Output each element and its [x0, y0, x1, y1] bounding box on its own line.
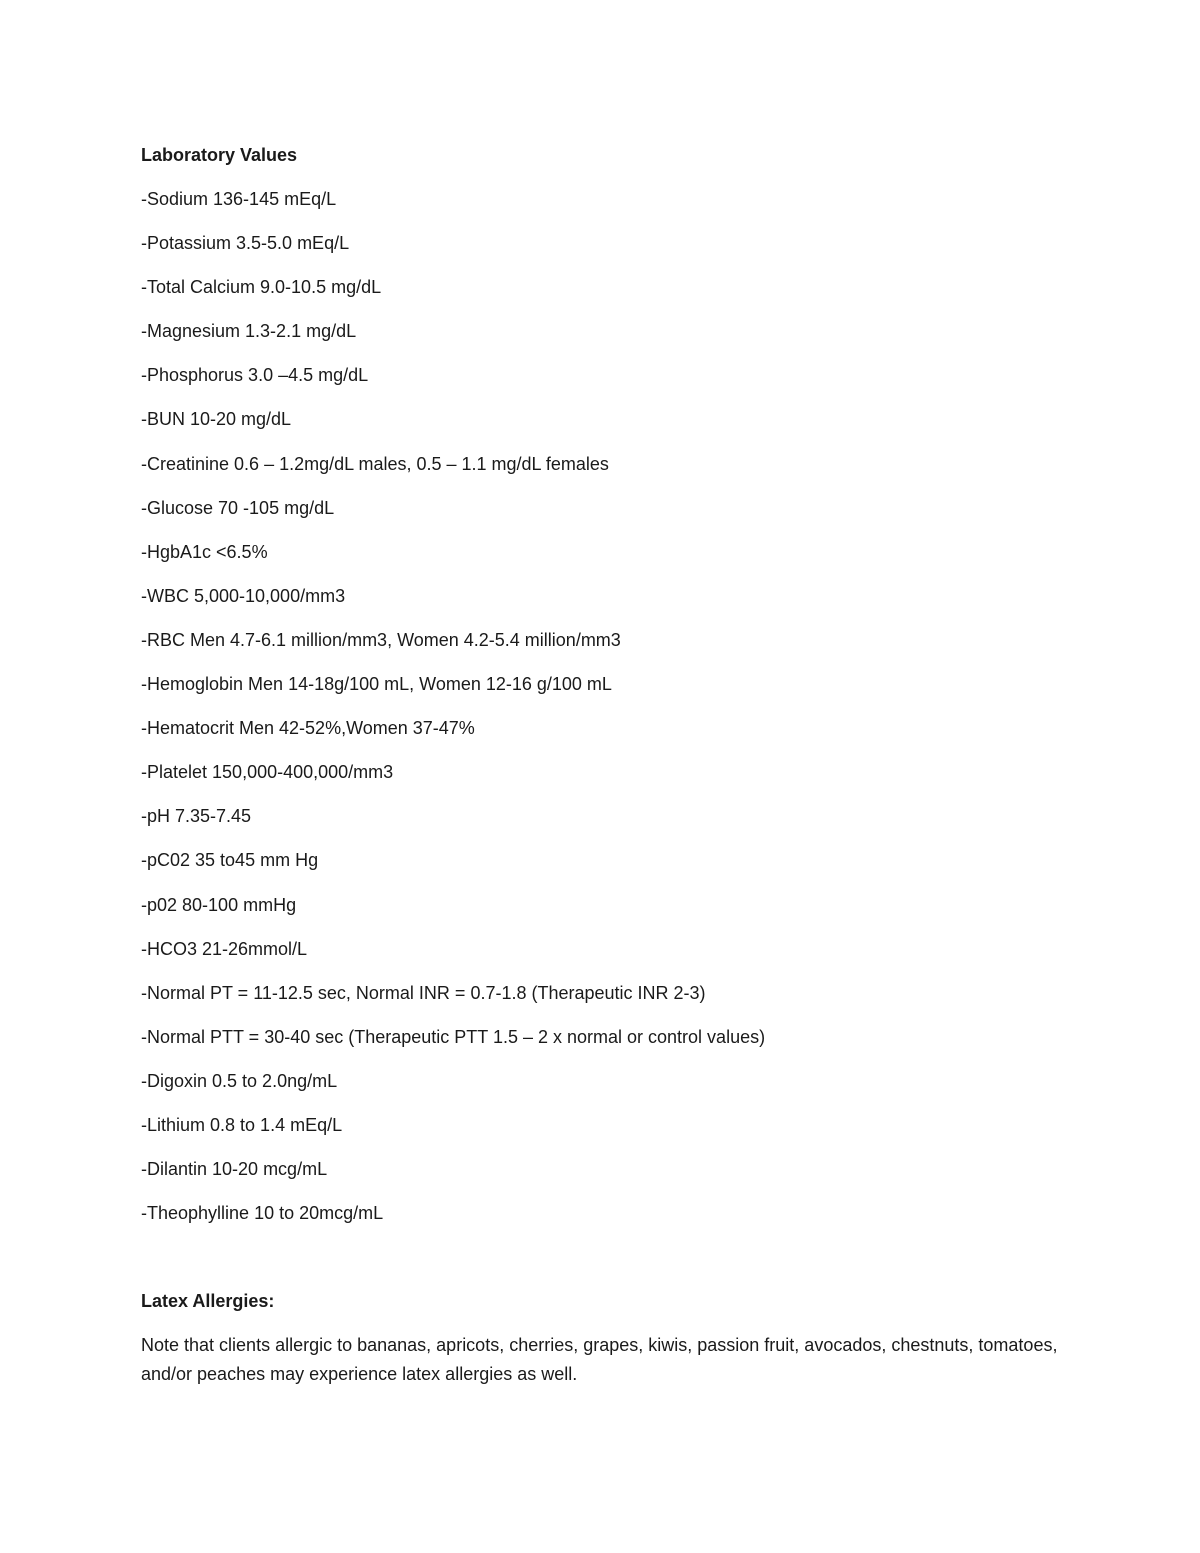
lab-value-item: -WBC 5,000-10,000/mm3: [141, 585, 346, 606]
lab-values-list: [141, 185, 1071, 1227]
lab-value-item: -Sodium 136-145 mEq/L: [141, 189, 337, 209]
lab-value-item: -Glucose 70 -105 mg/dL: [141, 497, 335, 518]
lab-value-item: -Potassium 3.5-5.0 mEq/L: [141, 233, 350, 254]
lab-value-item: -RBC Men 4.7-6.1 million/mm3, Women 4.2-5.4 million/mm3: [141, 629, 621, 650]
lab-value-item: -Normal PTT = 30-40 sec (Therapeutic PTT 1.5 – 2 x normal or control values): [141, 1026, 766, 1047]
lab-value-item: -Digoxin 0.5 to 2.0ng/mL: [141, 1070, 338, 1091]
lab-value-item: -HgbA1c <6.5%: [141, 541, 268, 562]
section-spacer: [141, 1243, 1071, 1287]
lab-values-heading: Laboratory Values: [141, 145, 298, 165]
lab-value-item: -Phosphorus 3.0 –4.5 mg/dL: [141, 365, 369, 386]
lab-value-item: -pC02 35 to45 mm Hg: [141, 850, 319, 871]
lab-value-item: -Magnesium 1.3-2.1 mg/dL: [141, 321, 357, 342]
lab-value-item: -Hemoglobin Men 14-18g/100 mL, Women 12-16 g/100 mL: [141, 674, 612, 695]
lab-value-item: -pH 7.35-7.45: [141, 806, 252, 827]
latex-allergies-heading: Latex Allergies:: [141, 1291, 275, 1312]
lab-value-item: -p02 80-100 mmHg: [141, 894, 297, 915]
lab-value-item: -Platelet 150,000-400,000/mm3: [141, 762, 394, 783]
lab-value-item: -Normal PT = 11-12.5 sec, Normal INR = 0.7-1.8 (Therapeutic INR 2-3): [141, 982, 706, 1003]
lab-value-item: -Hematocrit Men 42-52%,Women 37-47%: [141, 718, 475, 739]
lab-value-item: -BUN 10-20 mg/dL: [141, 409, 292, 430]
lab-value-item: -Dilantin 10-20 mcg/mL: [141, 1159, 328, 1180]
latex-allergies-note: Note that clients allergic to bananas, apricots, cherries, grapes, kiwis, passion fruit, avocados, chestnuts, tomatoes, and/or peaches may experience latex allergies as well.: [141, 1335, 1058, 1385]
lab-value-item: -HCO3 21-26mmol/L: [141, 938, 308, 959]
lab-value-item: -Total Calcium 9.0-10.5 mg/dL: [141, 277, 382, 298]
lab-value-item: -Creatinine 0.6 – 1.2mg/dL males, 0.5 – 1.1 mg/dL females: [141, 453, 609, 474]
lab-value-item: -Theophylline 10 to 20mcg/mL: [141, 1203, 384, 1224]
lab-value-item: -Lithium 0.8 to 1.4 mEq/L: [141, 1114, 343, 1135]
document-content: [141, 141, 1071, 1389]
